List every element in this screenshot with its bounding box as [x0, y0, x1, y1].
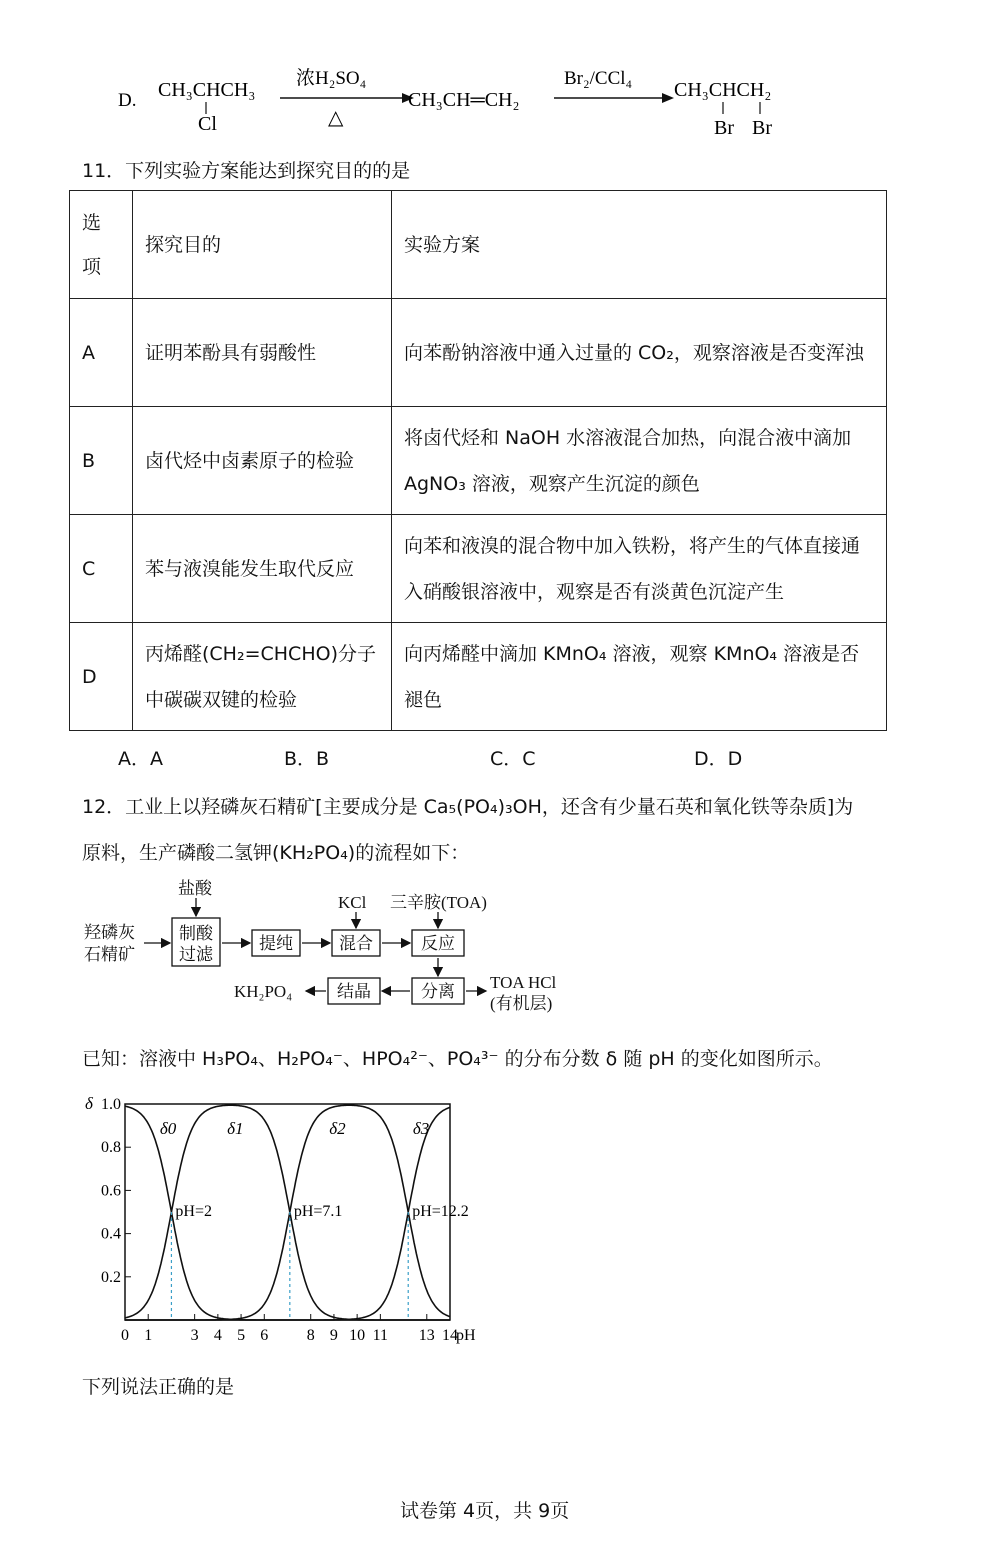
choice-d[interactable]: D．D [694, 748, 743, 770]
row-goal: 苯与液溴能发生取代反应 [133, 515, 392, 623]
reactant: CH₃CHCH₃ [158, 79, 256, 101]
flow-box2: 提纯 [259, 934, 293, 953]
reactant-substituent: Cl [198, 113, 217, 135]
x-tick-label: 13 [418, 1327, 435, 1344]
row-plan: 向苯酚钠溶液中通入过量的 CO₂，观察溶液是否变浑浊 [392, 299, 887, 407]
x-tick-label: 4 [213, 1327, 222, 1344]
x-tick-label: 5 [237, 1327, 246, 1344]
y-tick-label: 0.6 [101, 1182, 121, 1200]
q12-conclusion: 下列说法正确的是 [82, 1376, 235, 1398]
y-tick-label: 1.0 [101, 1096, 121, 1113]
q12-known: 已知：溶液中 H₃PO₄、H₂PO₄⁻、HPO₄²⁻、PO₄³⁻ 的分布分数 δ 随 pH 的变化如图所示。 [82, 1048, 833, 1070]
x-tick-label: 6 [260, 1327, 269, 1344]
pka-annotation: pH=7.1 [293, 1203, 343, 1220]
table-header-row [70, 191, 887, 299]
table-row [70, 407, 887, 515]
flow-product: KH₂PO₄ [234, 982, 293, 1001]
row-option: A [70, 299, 133, 407]
row-option: B [70, 407, 133, 515]
series-label: δ2 [329, 1119, 346, 1139]
x-axis-label: pH [456, 1327, 476, 1344]
page-footer: 试卷第 4页，共 9页 [400, 1500, 570, 1522]
flow-box4: 反应 [421, 934, 455, 953]
row-option: C [70, 515, 133, 623]
q11-table [69, 190, 887, 731]
row-goal: 丙烯醛(CH₂=CHCHO)分子中碳碳双键的检验 [133, 623, 392, 731]
header-goal: 探究目的 [133, 191, 392, 299]
flow-box3: 混合 [339, 934, 373, 953]
reagent1: 浓H₂SO₄ [296, 68, 367, 89]
product-sub1: Br [714, 117, 734, 139]
heat-symbol: △ [328, 107, 344, 129]
row-plan: 向苯和液溴的混合物中加入铁粉，将产生的气体直接通入硝酸银溶液中，观察是否有淡黄色沉淀产生 [392, 515, 887, 623]
product: CH₃CHCH₂ [674, 79, 772, 101]
row-option: D [70, 623, 133, 731]
choice-a[interactable]: A．A [118, 748, 163, 770]
series-label: δ3 [412, 1119, 430, 1139]
y-tick-label: 0.2 [101, 1268, 121, 1286]
row-plan: 将卤代烃和 NaOH 水溶液混合加热，向混合液中滴加 AgNO₃ 溶液，观察产生沉淀的颜色 [392, 407, 887, 515]
x-tick-label: 0 [121, 1327, 129, 1344]
process-flow [80, 872, 580, 1022]
x-tick-label: 9 [329, 1327, 338, 1344]
table-row [70, 299, 887, 407]
table-row [70, 515, 887, 623]
x-tick-label: 10 [349, 1327, 366, 1344]
flow-byproduct: TOA HCl [490, 973, 557, 992]
x-tick-label: 11 [372, 1327, 389, 1344]
reaction-label: D. [118, 90, 137, 111]
header-plan: 实验方案 [392, 191, 887, 299]
reagent2: Br₂/CCl₄ [564, 68, 633, 89]
series-label: δ0 [159, 1119, 177, 1139]
row-goal: 证明苯酚具有弱酸性 [133, 299, 392, 407]
flow-box5: 分离 [421, 982, 455, 1001]
flow-box1-2: 过滤 [179, 945, 213, 964]
x-tick-label: 14 [442, 1327, 458, 1344]
y-axis-label: δ [85, 1094, 93, 1113]
flow-kcl: KCl [338, 893, 367, 912]
distribution-chart [80, 1092, 480, 1352]
series-label: δ1 [227, 1119, 244, 1139]
q11-stem: 11．下列实验方案能达到探究目的的是 [82, 160, 411, 182]
flow-byproduct-note: (有机层) [490, 994, 553, 1013]
x-tick-label: 3 [190, 1327, 199, 1344]
flow-raw-1: 羟磷灰 [84, 923, 135, 942]
y-tick-label: 0.4 [101, 1225, 121, 1243]
pka-annotation: pH=2 [175, 1203, 213, 1220]
pka-annotation: pH=12.2 [412, 1203, 469, 1220]
choice-c[interactable]: C．C [490, 748, 536, 770]
q11-choices [118, 744, 878, 770]
series-line-3 [125, 1107, 450, 1320]
intermediate: CH₃CH═CH₂ [408, 89, 520, 111]
flow-raw-2: 石精矿 [84, 945, 135, 964]
table-row [70, 623, 887, 731]
product-sub2: Br [752, 117, 772, 139]
row-goal: 卤代烃中卤素原子的检验 [133, 407, 392, 515]
q12-stem-line1: 12．工业上以羟磷灰石精矿[主要成分是 Ca₅(PO₄)₃OH，还含有少量石英和氧化铁等杂质]为 [82, 796, 854, 818]
flow-toa: 三辛胺(TOA) [390, 893, 487, 912]
x-tick-label: 1 [144, 1327, 153, 1344]
choice-b[interactable]: B．B [284, 748, 330, 770]
flow-box6: 结晶 [337, 982, 371, 1001]
q12-stem-line2: 原料，生产磷酸二氢钾(KH₂PO₄)的流程如下： [82, 842, 470, 864]
flow-box1-1: 制酸 [179, 924, 213, 943]
header-option: 选项 [70, 191, 133, 299]
x-tick-label: 8 [306, 1327, 315, 1344]
reaction-d [110, 58, 810, 143]
row-plan: 向丙烯醛中滴加 KMnO₄ 溶液，观察 KMnO₄ 溶液是否褪色 [392, 623, 887, 731]
flow-acid: 盐酸 [178, 879, 212, 898]
y-tick-label: 0.8 [101, 1139, 121, 1157]
